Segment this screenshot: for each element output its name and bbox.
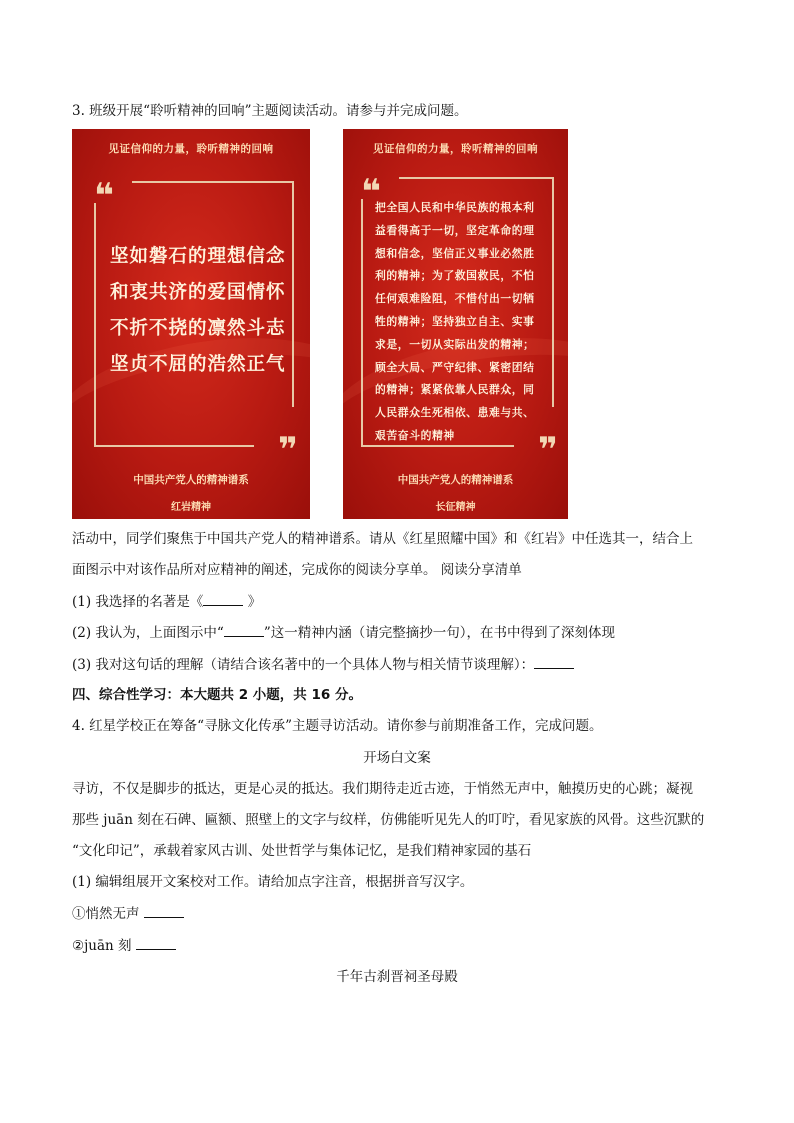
close-quote-icon: ❞ — [278, 430, 298, 470]
section-4-heading: 四、综合性学习：本大题共 2 小题，共 16 分。 — [72, 687, 362, 703]
poster-footer-title: 中国共产党人的精神谱系 — [133, 474, 249, 486]
poster-footer-title: 中国共产党人的精神谱系 — [397, 474, 514, 486]
open-quote-icon: ❝ — [361, 172, 381, 212]
quote-line: 坚贞不屈的浩然正气 — [110, 354, 286, 375]
poster-quote-lines — [110, 239, 286, 383]
quote-line: 不折不挠的凛然斗志 — [110, 318, 286, 339]
poster-header: 见证信仰的力量，聆听精神的回响 — [108, 143, 274, 155]
answer-blank[interactable] — [136, 936, 176, 950]
question-3-intro: 3. 班级开展“聆听精神的回响”主题阅读活动。请参与并完成问题。 — [72, 103, 468, 119]
subquestion-1-a: ①悄然无声 — [72, 904, 184, 924]
answer-blank[interactable] — [203, 592, 243, 606]
poster-body-text: 把全国人民和中华民族的根本利益看得高于一切，坚定革命的理想和信念，坚信正义事业必然胜利的精神；为了救国救民，不怕任何艰难险阻，不惜付出一切牺牲的精神；坚持独立自主、实事求是，一切从实际出发的精神；顾全大局、严守纪律、紧密团结的精神；紧紧依靠人民群众，同人民群众生死相依、患难与共、艰苦奋斗的精神 — [375, 201, 535, 442]
paragraph-line: 那些 juān 刻在石碑、匾额、照壁上的文字与纹样，仿佛能听见先人的叮咛，看见家族的风骨。这些沉默的 — [72, 812, 705, 828]
answer-blank[interactable] — [534, 655, 574, 669]
paragraph-line: 寻访，不仅是脚步的抵达，更是心灵的抵达。我们期待走近古迹，于悄然无声中，触摸历史的心跳；凝视 — [72, 781, 693, 797]
next-section-title: 千年古刹晋祠圣母殿 — [336, 969, 458, 985]
activity-text-line: 活动中，同学们聚焦于中国共产党人的精神谱系。请从《红星照耀中国》和《红岩》中任选其一，结合上 — [72, 531, 693, 547]
poster-long-march-spirit — [343, 129, 568, 519]
answer-blank[interactable] — [144, 904, 184, 918]
share-item-1: (1) 我选择的名著是《 》 — [72, 594, 262, 610]
activity-text-line: 面图示中对该作品所对应精神的阐述，完成你的阅读分享单。 阅读分享清单 — [72, 562, 522, 578]
question-4-intro: 4. 红星学校正在筹备“寻脉文化传承”主题寻访活动。请你参与前期准备工作，完成问题。 — [72, 718, 603, 734]
copy-title: 开场白文案 — [363, 750, 431, 766]
poster-header: 见证信仰的力量，聆听精神的回响 — [373, 143, 538, 155]
share-item-3: (3) 我对这句话的理解（请结合该名著中的一个具体人物与相关情节谈理解）： — [72, 655, 574, 675]
poster-frame — [361, 172, 558, 470]
subquestion-1: (1) 编辑组展开文案校对工作。请给加点字注音，根据拼音写汉字。 — [72, 874, 474, 890]
poster-footer-subtitle: 红岩精神 — [171, 502, 211, 513]
poster-hongyan-spirit — [72, 129, 310, 519]
open-quote-icon: ❝ — [94, 176, 114, 216]
share-item-2: (2) 我认为，上面图示中“ ”这一精神内涵（请完整摘抄一句），在书中得到了深刻体现 — [72, 625, 615, 641]
close-quote-icon: ❞ — [538, 430, 558, 470]
answer-blank[interactable] — [224, 623, 264, 637]
poster-frame — [94, 176, 298, 470]
quote-line: 和衷共济的爱国情怀 — [110, 282, 286, 303]
poster-footer-subtitle: 长征精神 — [435, 502, 476, 513]
subquestion-1-b: ②juān 刻 — [72, 936, 176, 956]
paragraph-line: “文化印记”，承载着家风古训、处世哲学与集体记忆，是我们精神家园的基石 — [72, 843, 532, 859]
quote-line: 坚如磐石的理想信念 — [110, 246, 286, 267]
